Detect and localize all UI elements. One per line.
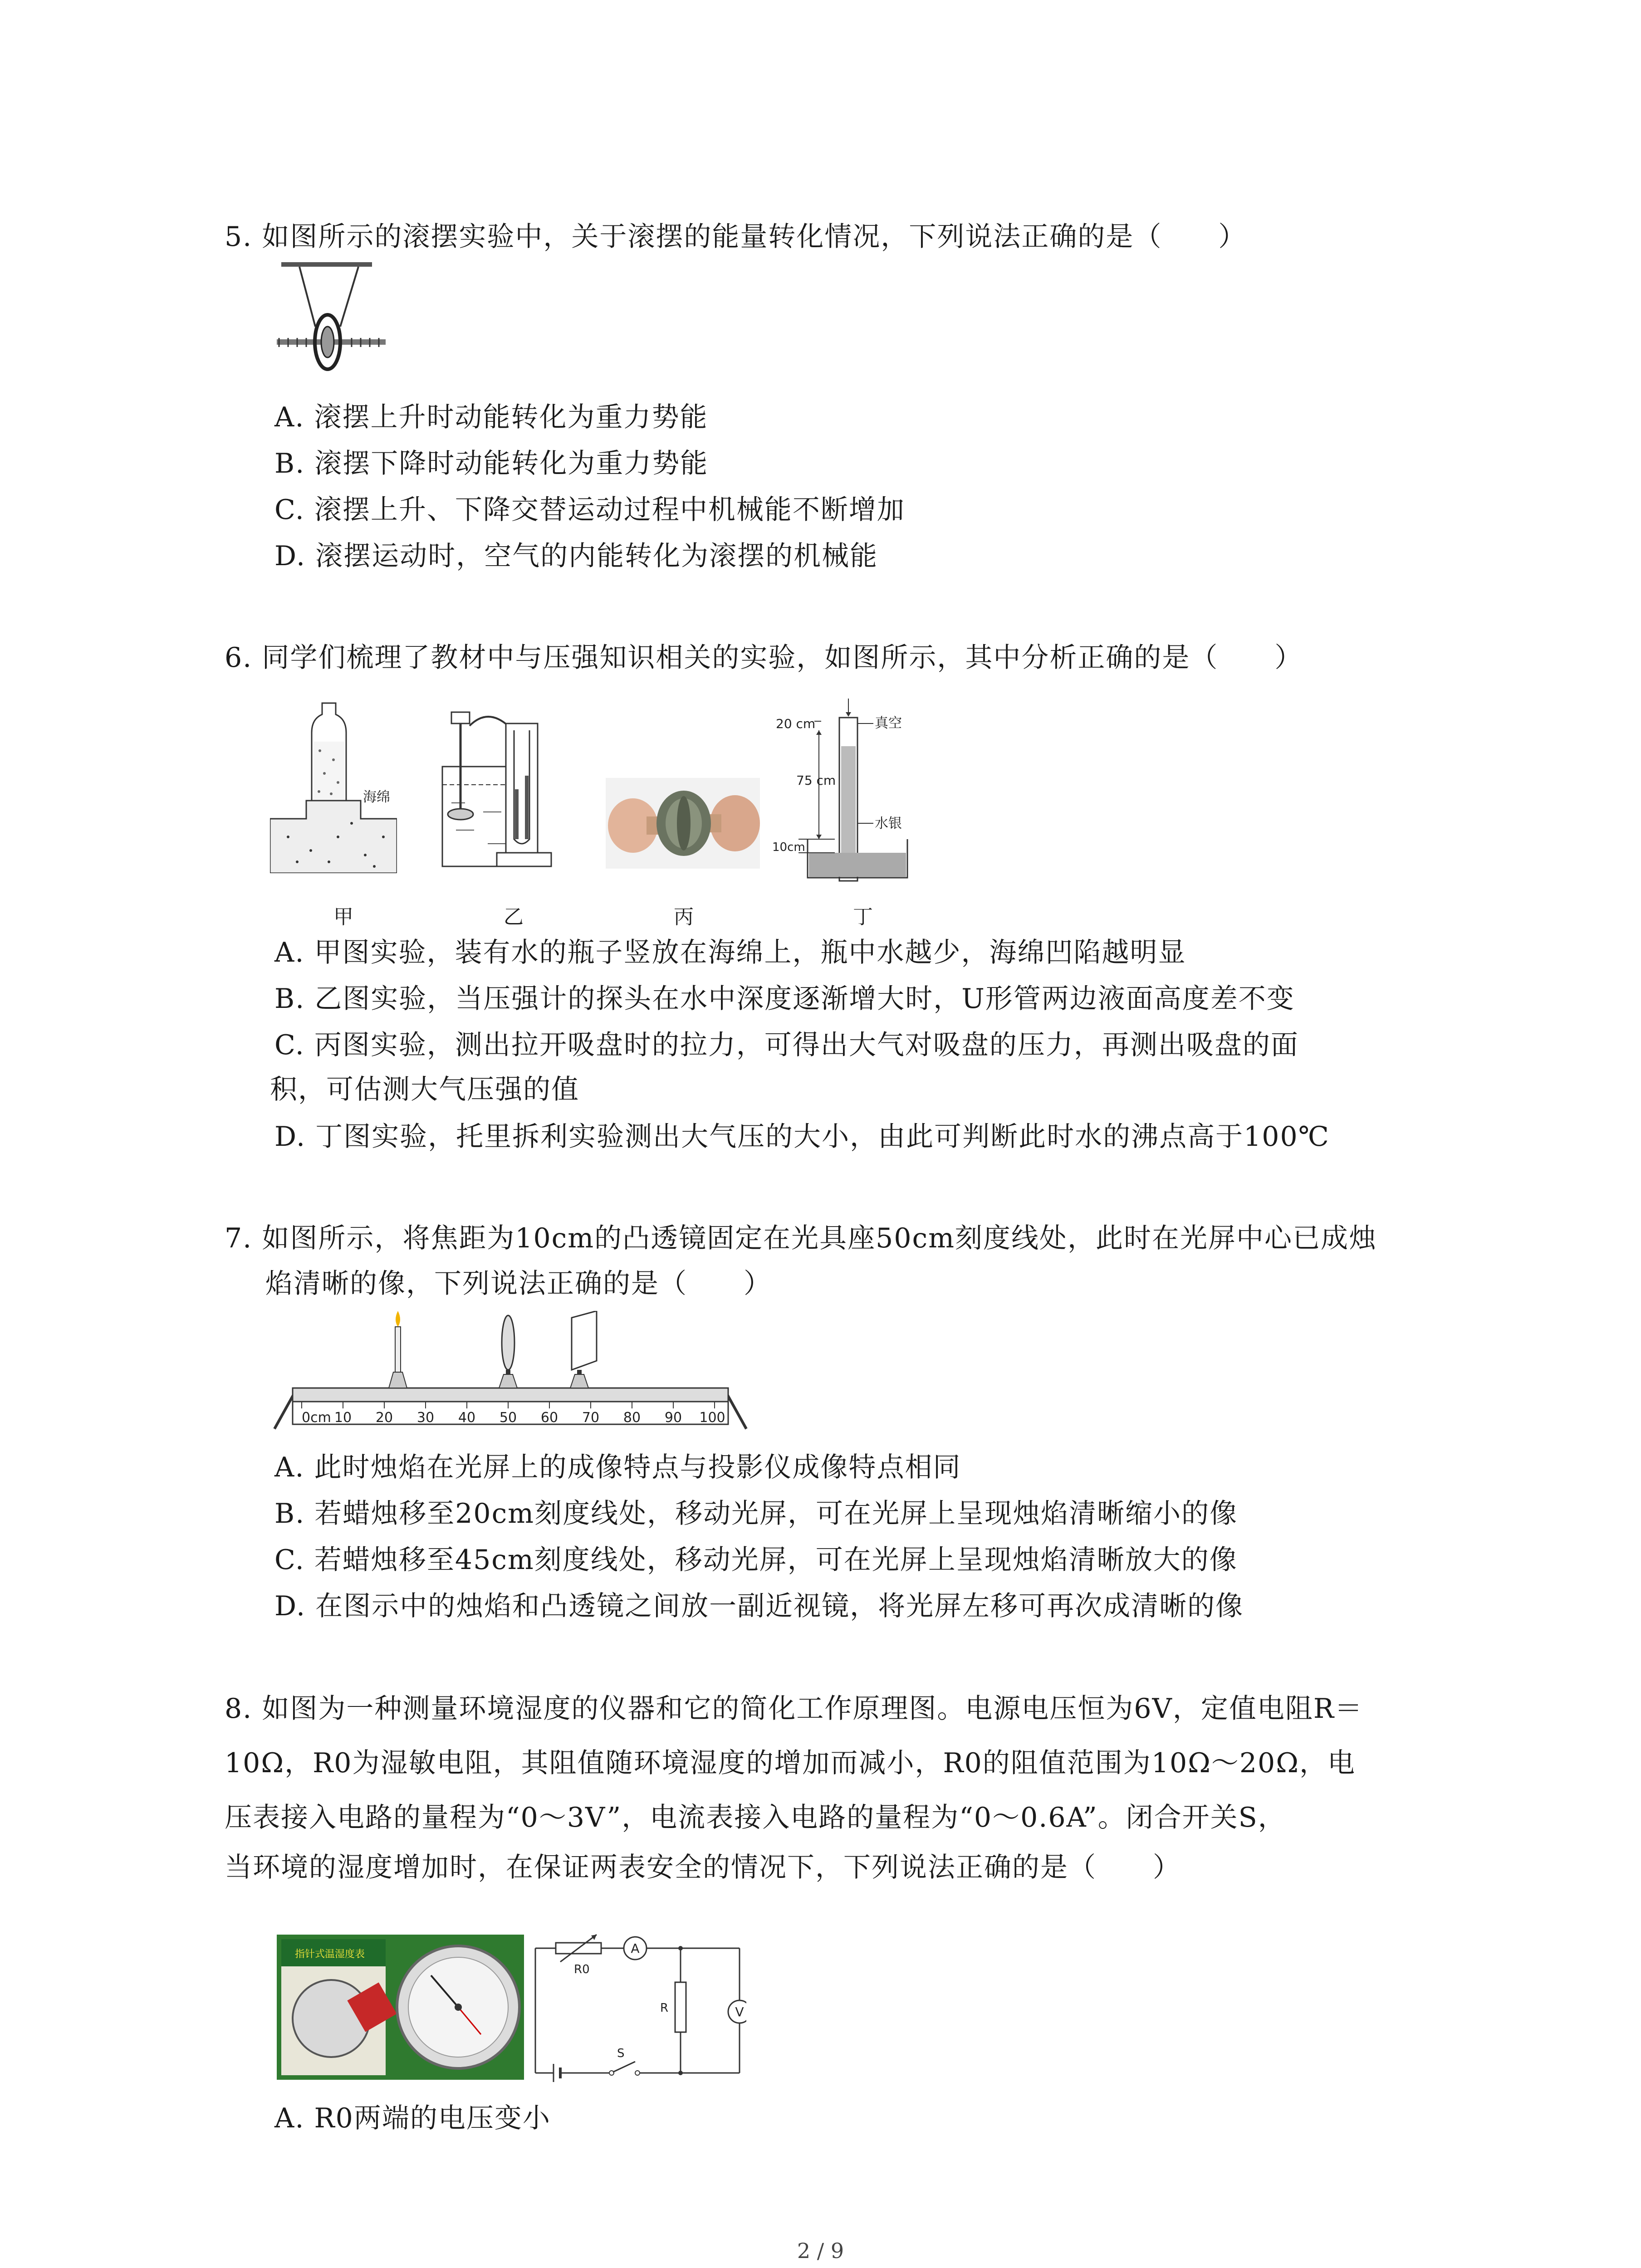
q5-stem: 5. 如图所示的滚摆实验中，关于滚摆的能量转化情况，下列说法正确的是（ ）	[225, 221, 1247, 253]
voltmeter-label: V	[735, 2004, 744, 2019]
ruler-10: 10	[334, 1410, 352, 1426]
ruler-90: 90	[664, 1410, 682, 1426]
product-label: 指针式温湿度表	[295, 1949, 365, 1960]
q6-option-c: C. 丙图实验，测出拉开吸盘时的拉力，可得出大气对吸盘的压力，再测出吸盘的面	[274, 1029, 1299, 1061]
len-20: 20 cm	[776, 716, 816, 731]
q8-option-a: A. R0两端的电压变小	[274, 2102, 551, 2134]
q8-stem-line1: 8. 如图为一种测量环境湿度的仪器和它的简化工作原理图。电源电压恒为6V，定值电阻R＝	[225, 1693, 1363, 1725]
convex-lens	[499, 1315, 517, 1388]
q6-option-d: D. 丁图实验，托里拆利实验测出大气压的大小，由此可判断此时水的沸点高于100℃	[274, 1121, 1330, 1153]
ruler-30: 30	[416, 1410, 435, 1426]
sponge-label: 海绵	[363, 789, 390, 805]
q7-option-b: B. 若蜡烛移至20cm刻度线处，移动光屏，可在光屏上呈现烛焰清晰缩小的像	[274, 1498, 1238, 1530]
q8-stem-line2: 10Ω，R0为湿敏电阻，其阻值随环境湿度的增加而减小，R0的阻值范围为10Ω～20Ω，电	[225, 1747, 1356, 1779]
ruler-20: 20	[375, 1410, 393, 1426]
torricelli-figure	[771, 699, 944, 894]
q7-option-a: A. 此时烛焰在光屏上的成像特点与投影仪成像特点相同	[274, 1452, 961, 1483]
q5-option-c: C. 滚摆上升、下降交替运动过程中机械能不断增加	[274, 494, 905, 526]
light-screen	[570, 1311, 597, 1388]
q6-option-b: B. 乙图实验，当压强计的探头在水中深度逐渐增大时，U形管两边液面高度差不变	[274, 983, 1295, 1015]
hygrometer-photo	[277, 1935, 524, 2080]
optical-bench-figure	[270, 1311, 751, 1447]
len-75: 75 cm	[796, 773, 836, 788]
sponge-bottle-figure	[270, 701, 397, 873]
suction-cup-photo	[606, 778, 760, 869]
ruler-0: 0cm	[302, 1410, 331, 1426]
q5-option-a: A. 滚摆上升时动能转化为重力势能	[274, 401, 708, 433]
q5-option-b: B. 滚摆下降时动能转化为重力势能	[274, 448, 709, 479]
q6-option-c-cont: 积，可估测大气压强的值	[270, 1074, 579, 1105]
len-10: 10cm	[772, 841, 805, 854]
ammeter-label: A	[631, 1941, 640, 1956]
q7-stem-line2: 焰清晰的像，下列说法正确的是（ ）	[265, 1268, 772, 1300]
q8-stem-line3: 压表接入电路的量程为“0～3V”，电流表接入电路的量程为“0～0.6A”。闭合开关S，	[225, 1802, 1286, 1833]
caption-bing: 丙	[674, 905, 694, 929]
q7-option-c: C. 若蜡烛移至45cm刻度线处，移动光屏，可在光屏上呈现烛焰清晰放大的像	[274, 1544, 1238, 1576]
ruler-40: 40	[458, 1410, 476, 1426]
ruler-80: 80	[623, 1410, 641, 1426]
mercury-label: 水银	[875, 816, 902, 831]
candle	[389, 1311, 407, 1388]
rolling-pendulum-figure	[272, 259, 395, 381]
pressure-gauge-figure	[433, 699, 569, 875]
ruler-100: 100	[699, 1410, 725, 1426]
r0-label: R0	[574, 1963, 590, 1976]
circuit-diagram	[529, 1930, 746, 2082]
ruler-50: 50	[499, 1410, 517, 1426]
q6-option-a: A. 甲图实验，装有水的瓶子竖放在海绵上，瓶中水越少，海绵凹陷越明显	[274, 937, 1186, 968]
q7-stem-line1: 7. 如图所示，将焦距为10cm的凸透镜固定在光具座50cm刻度线处，此时在光屏中心已成烛	[225, 1222, 1377, 1254]
q5-option-d: D. 滚摆运动时，空气的内能转化为滚摆的机械能	[274, 540, 878, 572]
vacuum-label: 真空	[875, 715, 902, 731]
r-label: R	[660, 2001, 669, 2015]
ruler-70: 70	[582, 1410, 600, 1426]
q8-stem-line4: 当环境的湿度增加时，在保证两表安全的情况下，下列说法正确的是（ ）	[225, 1852, 1181, 1883]
ruler-60: 60	[540, 1410, 558, 1426]
caption-jia: 甲	[333, 905, 353, 929]
q7-option-d: D. 在图示中的烛焰和凸透镜之间放一副近视镜，将光屏左移可再次成清晰的像	[274, 1590, 1244, 1622]
caption-ding: 丁	[853, 905, 873, 929]
switch-label: S	[617, 2047, 625, 2060]
page-number: 2 / 9	[797, 2239, 844, 2263]
q6-stem: 6. 同学们梳理了教材中与压强知识相关的实验，如图所示，其中分析正确的是（ ）	[225, 642, 1303, 674]
caption-yi: 乙	[504, 905, 524, 929]
